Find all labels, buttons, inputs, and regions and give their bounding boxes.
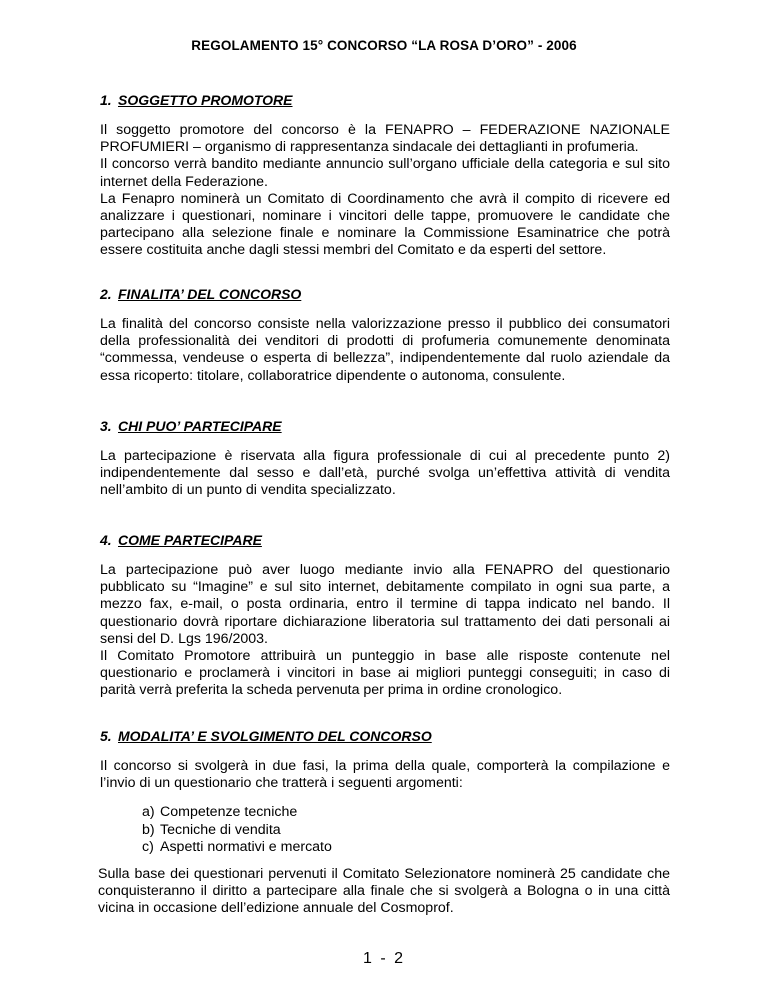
list-index: c) (142, 838, 154, 855)
paragraph: La finalità del concorso consiste nella valorizzazione presso il pubblico dei consumatori della professionalità dei venditori di prodotti di profumeria comunemente denominata “commessa, vendeuse o esperta di bellezza”, indipendentemente dal ruolo aziendale da essa ricoperto: titolare, collaboratrice dipendente o autonoma, consulente. (100, 316, 670, 384)
list-item (142, 839, 670, 856)
paragraph: La partecipazione può aver luogo mediante invio alla FENAPRO del questionario pubblicato su “Imagine” e sul sito internet, debitamente compilato in ogni sua parte, a mezzo fax, e-mail, o posta ordinaria, entro il termine di tappa indicato nel bando. Il questionario dovrà riportare dichiarazione liberatoria sul trattamento dei dati personali ai sensi del D. Lgs 196/2003. (100, 562, 670, 647)
section-title: MODALITA’ E SVOLGIMENTO DEL CONCORSO (118, 728, 432, 744)
list-item (142, 804, 670, 821)
section-number: 3. (100, 418, 112, 434)
section-title: FINALITA’ DEL CONCORSO (118, 286, 302, 302)
list-item (142, 822, 670, 839)
paragraph: La Fenapro nominerà un Comitato di Coordinamento che avrà il compito di ricevere ed analizzare i questionari, nominare i vincitori delle tappe, promuovere le candidate che partecipano alla selezione finale e nominare la Commissione Esaminatrice che potrà essere costituita anche dagli stessi membri del Comitato e da esperti del settore. (100, 190, 670, 259)
closing-paragraph: Sulla base dei questionari pervenuti il Comitato Selezionatore nominerà 25 candidate che conquisteranno il diritto a partecipare alla finale che si svolgerà a Bologna o in una città vicina in occasione dell’edizione annuale del Cosmoprof. (98, 866, 670, 917)
document-title: REGOLAMENTO 15° CONCORSO “LA ROSA D’ORO” - 2006 (191, 38, 577, 53)
paragraph: Il concorso verrà bandito mediante annuncio sull’organo ufficiale della categoria e sul sito internet della Federazione. (100, 156, 670, 190)
section-heading (100, 92, 670, 108)
list-text: Aspetti normativi e mercato (160, 838, 332, 855)
section-heading (100, 728, 670, 744)
paragraph: Il soggetto promotore del concorso è la FENAPRO – FEDERAZIONE NAZIONALE PROFUMIERI – organismo di rappresentanza sindacale dei dettaglianti in profumeria. (100, 122, 670, 156)
section-finalita (100, 286, 670, 385)
paragraph: Il concorso si svolgerà in due fasi, la prima della quale, comporterà la compilazione e l’invio di un questionario che tratterà i seguenti argomenti: (100, 758, 670, 792)
section-come-partecipare (100, 532, 670, 700)
topic-list (142, 804, 670, 856)
section-number: 4. (100, 532, 112, 548)
section-number: 1. (100, 92, 112, 108)
section-heading (100, 418, 670, 434)
section-chi-puo-partecipare (100, 418, 670, 500)
section-soggetto-promotore (100, 92, 670, 260)
section-modalita-svolgimento (100, 728, 670, 918)
page-number: 1 - 2 (362, 950, 405, 967)
list-index: b) (142, 821, 155, 838)
section-heading (100, 532, 670, 548)
paragraph: La partecipazione è riservata alla figura professionale di cui al precedente punto 2) indipendentemente dal sesso e dall’età, purché svolga un’effettiva attività di vendita nell’ambito di un punto di vendita specializzato. (100, 448, 670, 499)
section-number: 5. (100, 728, 112, 744)
section-title: COME PARTECIPARE (118, 532, 262, 548)
section-title: CHI PUO’ PARTECIPARE (118, 418, 282, 434)
list-text: Competenze tecniche (160, 804, 298, 821)
section-title: SOGGETTO PROMOTORE (118, 92, 293, 108)
section-number: 2. (100, 286, 112, 302)
list-index: a) (142, 804, 155, 821)
paragraph: Il Comitato Promotore attribuirà un punteggio in base alle risposte contenute nel questionario e proclamerà i vincitori in base ai migliori punteggi conseguiti; in caso di parità verrà preferita la scheda pervenuta per prima in ordine cronologico. (100, 648, 670, 699)
list-text: Tecniche di vendita (160, 821, 281, 838)
section-heading (100, 286, 670, 302)
